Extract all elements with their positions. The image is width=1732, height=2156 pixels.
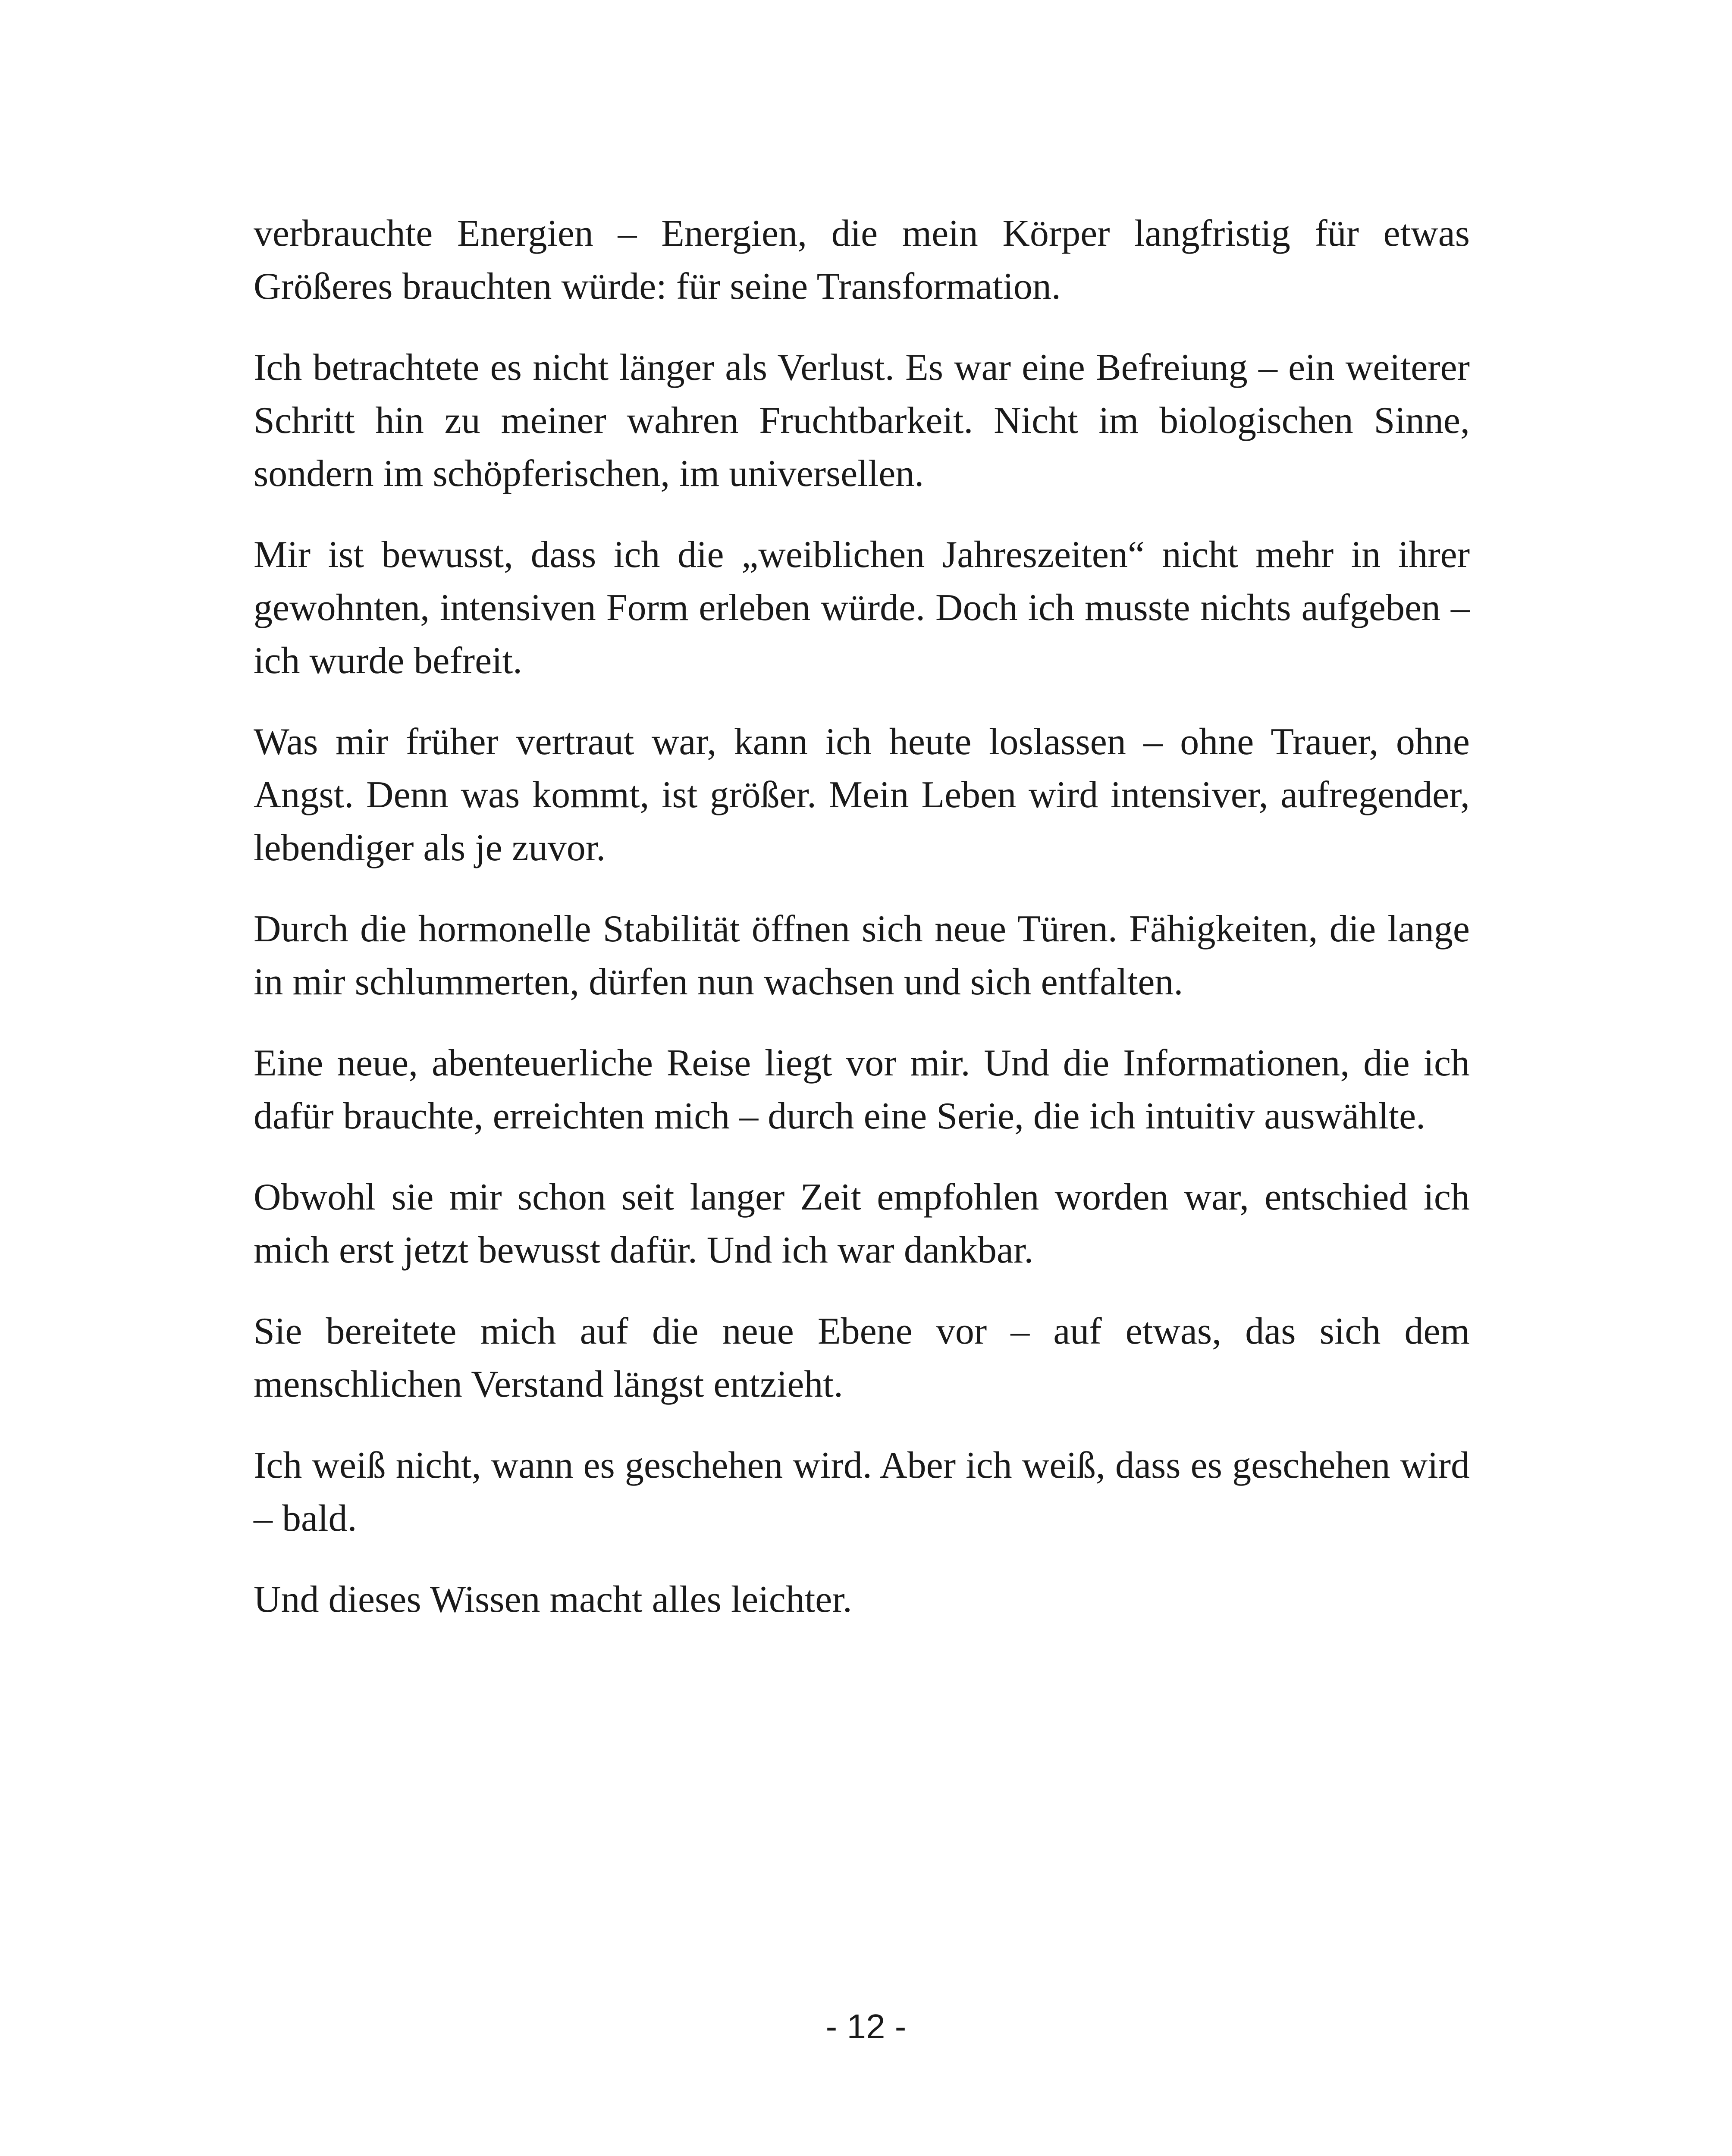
paragraph-3: Mir ist bewusst, dass ich die „weiblichen Jahreszeiten“ nicht mehr in ihrer gewohnten, intensiven Form erleben würde. Doch ich musste nichts aufgeben – ich wurde befreit. — [254, 534, 1470, 682]
paragraph-7: Obwohl sie mir schon seit langer Zeit empfohlen worden war, entschied ich mich erst jetzt bewusst dafür. Und ich war dankbar. — [254, 1176, 1470, 1271]
paragraph-10: Und dieses Wissen macht alles leichter. — [254, 1579, 852, 1620]
paragraph-9: Ich weiß nicht, wann es geschehen wird. Aber ich weiß, dass es geschehen wird – bald. — [254, 1445, 1470, 1539]
body-text — [254, 207, 1470, 1654]
paragraph-4: Was mir früher vertraut war, kann ich heute loslassen – ohne Trauer, ohne Angst. Denn was kommt, ist größer. Mein Leben wird intensiver, aufregender, lebendiger als je zuvor. — [254, 721, 1470, 869]
page-number: - 12 - — [825, 2007, 907, 2046]
paragraph-6: Eine neue, abenteuerliche Reise liegt vor mir. Und die Informationen, die ich dafür brauchte, erreichten mich – durch eine Serie, die ich intuitiv auswählte. — [254, 1042, 1470, 1137]
paragraph-1: verbrauchte Energien – Energien, die mein Körper langfristig für etwas Größeres brauchten würde: für seine Transformation. — [254, 213, 1470, 307]
paragraph-8: Sie bereitete mich auf die neue Ebene vor – auf etwas, das sich dem menschlichen Verstand längst entzieht. — [254, 1310, 1470, 1405]
paragraph-5: Durch die hormonelle Stabilität öffnen sich neue Türen. Fähigkeiten, die lange in mir schlummerten, dürfen nun wachsen und sich entfalten. — [254, 908, 1470, 1003]
paragraph-2: Ich betrachtete es nicht länger als Verlust. Es war eine Befreiung – ein weiterer Schritt hin zu meiner wahren Fruchtbarkeit. Nicht im biologischen Sinne, sondern im schöpferischen, im universellen. — [254, 347, 1470, 495]
